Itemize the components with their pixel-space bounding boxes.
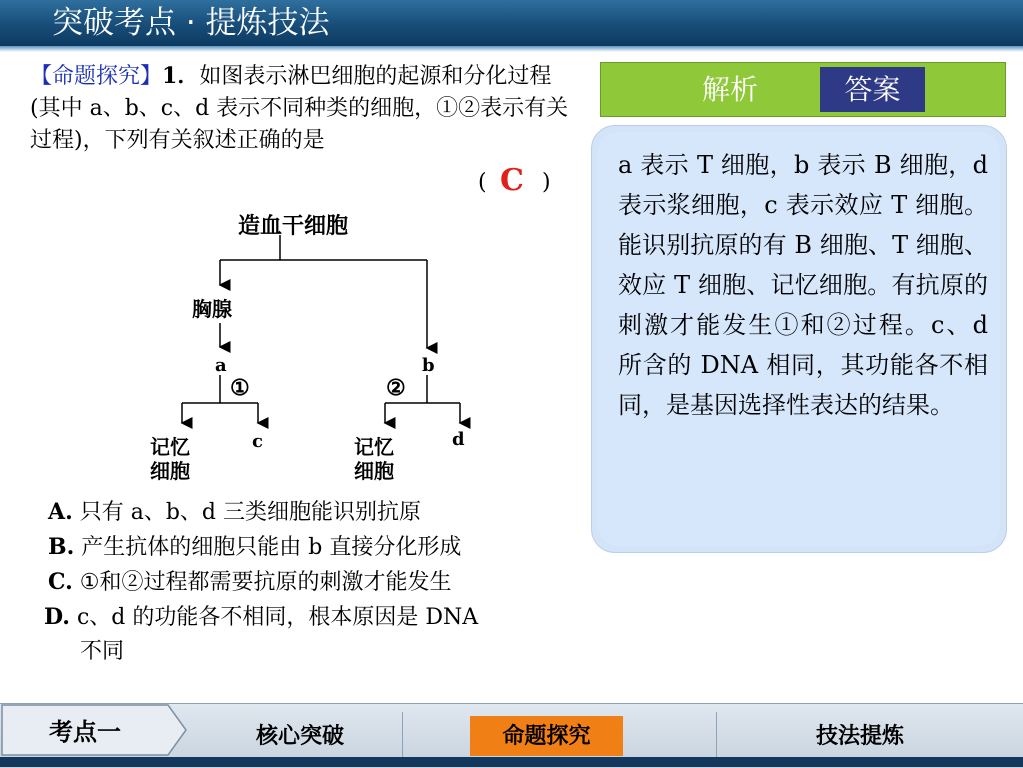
answer-letter: C — [500, 163, 524, 198]
question-number: 1． — [162, 63, 200, 89]
question-block — [30, 60, 570, 157]
page-title: 突破考点 · 提炼技法 — [52, 5, 330, 41]
answer-paren-close: ) — [542, 170, 551, 195]
option-key: B. — [48, 534, 75, 560]
analysis-text: a 表示 T 细胞，b 表示 B 细胞，d 表示浆细胞，c 表示效应 T 细胞。能识别抗原的有 B 细胞、T 细胞、效应 T 细胞、记忆细胞。有抗原的刺激才能发生①和②过程。c、d 所含的 DNA 相同，其功能各不相同，是基因选择性表达的结果。 — [618, 151, 988, 419]
answer-button[interactable]: 答案 — [820, 67, 925, 112]
bottom-strip — [0, 757, 1023, 767]
option-d — [44, 600, 578, 635]
diagram-c-label: c — [252, 431, 263, 452]
diagram-b-label: b — [422, 355, 435, 376]
diagram-lines — [140, 205, 480, 485]
diagram-d-label: d — [452, 429, 465, 450]
diagram-memory-left: 记忆 — [150, 435, 190, 459]
option-a — [48, 495, 578, 530]
analysis-toolbar — [600, 62, 1006, 117]
analysis-button[interactable]: 解析 — [701, 73, 758, 106]
nav-item-skills[interactable]: 技法提炼 — [815, 723, 904, 749]
option-key: C. — [48, 569, 73, 595]
nav-item-core[interactable]: 核心突破 — [255, 723, 344, 749]
diagram-cell-left: 细胞 — [150, 459, 190, 483]
question-stem: 如图表示淋巴细胞的起源和分化过程(其中 a、b、c、d 表示不同种类的细胞，①②表示有关过程)，下列有关叙述正确的是 — [30, 64, 569, 153]
diagram-cell-right: 细胞 — [354, 459, 394, 483]
diagram-a-label: a — [215, 355, 227, 376]
option-b — [48, 530, 578, 565]
diagram-thymus-label: 胸腺 — [192, 297, 232, 321]
answer-paren-open: ( — [478, 170, 487, 195]
header-bar — [0, 0, 1023, 46]
options-list — [44, 495, 578, 669]
option-text: ①和②过程都需要抗原的刺激才能发生 — [79, 570, 452, 595]
nav-item-question[interactable]: 命题探究 — [502, 723, 591, 749]
nav-divider — [716, 712, 717, 758]
option-text: 产生抗体的细胞只能由 b 直接分化形成 — [81, 535, 462, 560]
lymphocyte-diagram — [140, 205, 480, 485]
nav-section-label[interactable]: 考点一 — [49, 717, 121, 746]
header-underline — [0, 46, 1023, 52]
diagram-memory-right: 记忆 — [354, 435, 394, 459]
diagram-process-2: ② — [386, 375, 406, 401]
option-text: c、d 的功能各不相同，根本原因是 DNA — [76, 605, 479, 630]
diagram-root-label: 造血干细胞 — [238, 213, 349, 239]
option-c — [48, 565, 578, 600]
question-tag: 【命题探究】 — [30, 64, 163, 89]
option-d-continued: 不同 — [80, 639, 125, 664]
nav-divider — [402, 712, 403, 758]
option-key: D. — [44, 604, 70, 630]
option-key: A. — [48, 499, 73, 525]
option-text: 只有 a、b、d 三类细胞能识别抗原 — [79, 500, 422, 525]
diagram-process-1: ① — [230, 375, 250, 401]
